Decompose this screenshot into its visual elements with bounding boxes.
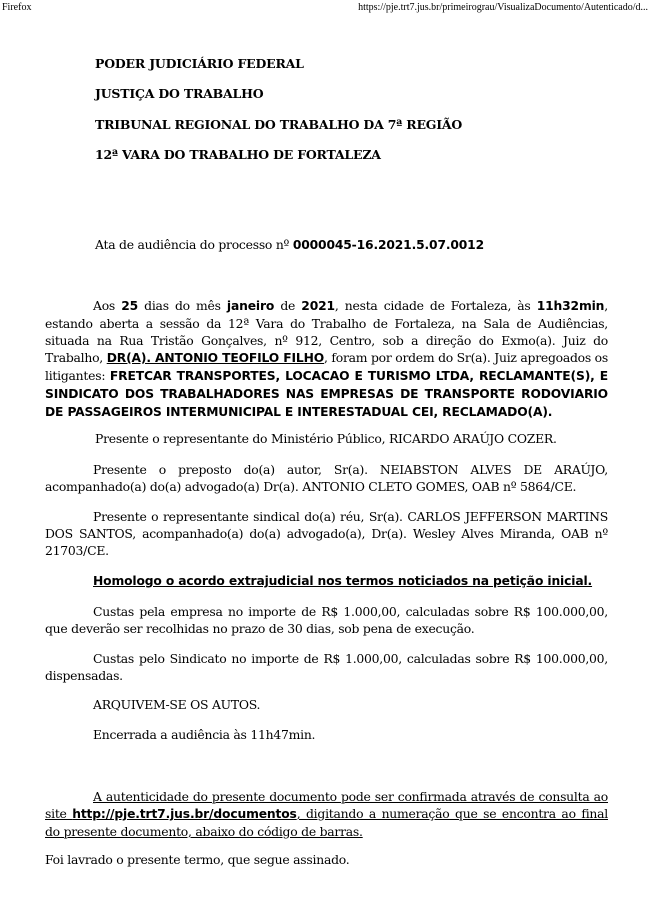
- closing-time: Encerrada a audiência às 11h47min.: [93, 727, 316, 742]
- author-presence: Presente o preposto do(a) autor, Sr(a). NEIABSTON ALVES DE ARAÚJO, acompanhado(a) do(a) advogado(a) Dr(a). ANTONIO CLETO GOMES, OAB nº 5864/CE.: [45, 462, 608, 494]
- header-line-judiciary: PODER JUDICIÁRIO FEDERAL: [95, 56, 304, 71]
- ata-title: [95, 237, 484, 252]
- month: janeiro: [226, 299, 275, 313]
- costs-company: Custas pela empresa no importe de R$ 1.000,00, calculadas sobre R$ 100.000,00, que deverão ser recolhidas no prazo de 30 dias, sob pena de execução.: [45, 604, 608, 636]
- start-time: 11h32min: [536, 299, 605, 313]
- homologation: Homologo o acordo extrajudicial nos termos noticiados na petição inicial.: [93, 574, 593, 588]
- judge-name: DR(A). ANTONIO TEOFILO FILHO: [106, 351, 325, 365]
- opening-paragraph: Aos 25 dias do mês janeiro de 2021, nesta cidade de Fortaleza, às 11h32min, estando aberta a sessão da 12ª Vara do Trabalho de Fortaleza, na Sala de Audiências, situada na Rua Tristão Gonçalves, nº 912, Centro, sob a direção do Exmo(a). Juiz do Trabalho, DR(A). ANTONIO TEOFILO FILHO, foram por ordem do Sr(a). Juiz apregoados os litigantes: FRETCAR TRANSPORTES, LOCACAO E TURISMO LTDA, RECLAMANTE(S), E SINDICATO DOS TRABALHADORES NAS EMPRESAS DE TRANSPORTE RODOVIARIO DE PASSAGEIROS INTERMUNICIPAL E INTERESTADUAL CEI, RECLAMADO(A).: [45, 298, 609, 419]
- year: 2021: [301, 299, 335, 313]
- documents-link[interactable]: http://pje.trt7.jus.br/documentos: [72, 807, 297, 821]
- ata-prefix: Ata de audiência do processo nº: [95, 237, 293, 252]
- costs-union: Custas pelo Sindicato no importe de R$ 1.000,00, calculadas sobre R$ 100.000,00, dispensadas.: [45, 651, 608, 683]
- header-line-justice: JUSTIÇA DO TRABALHO: [95, 86, 264, 101]
- final-statement: Foi lavrado o presente termo, que segue assinado.: [45, 852, 350, 867]
- day: 25: [121, 299, 138, 313]
- header-line-tribunal: TRIBUNAL REGIONAL DO TRABALHO DA 7ª REGIÃO: [95, 117, 463, 132]
- parties: FRETCAR TRANSPORTES, LOCACAO E TURISMO LTDA, RECLAMANTE(S), E SINDICATO DOS TRABALHADORES NAS EMPRESAS DE TRANSPORTE RODOVIARIO DE PASSAGEIROS INTERMUNICIPAL E INTERESTADUAL CEI, RECLAMADO(A).: [45, 369, 609, 419]
- print-header: [0, 2, 652, 16]
- archive-order: ARQUIVEM-SE OS AUTOS.: [93, 697, 261, 712]
- defendant-presence: Presente o representante sindical do(a) réu, Sr(a). CARLOS JEFFERSON MARTINS DOS SANTOS, acompanhado(a) do(a) advogado(a), Dr(a). Wesley Alves Miranda, OAB nº 21703/CE.: [45, 509, 608, 558]
- mp-presence: Presente o representante do Ministério Público, RICARDO ARAÚJO COZER.: [95, 431, 557, 446]
- header-line-court: 12ª VARA DO TRABALHO DE FORTALEZA: [95, 147, 381, 162]
- page-url: https://pje.trt7.jus.br/primeirograu/VisualizaDocumento/Autenticado/d...: [358, 2, 648, 13]
- process-number: 0000045-16.2021.5.07.0012: [292, 238, 484, 252]
- browser-name: Firefox: [2, 2, 32, 13]
- authenticity-note: A autenticidade do presente documento pode ser confirmada através de consulta ao site http://pje.trt7.jus.br/documentos, digitando a numeração que se encontra ao final do presente documento, abaixo do código de barras.: [45, 789, 608, 839]
